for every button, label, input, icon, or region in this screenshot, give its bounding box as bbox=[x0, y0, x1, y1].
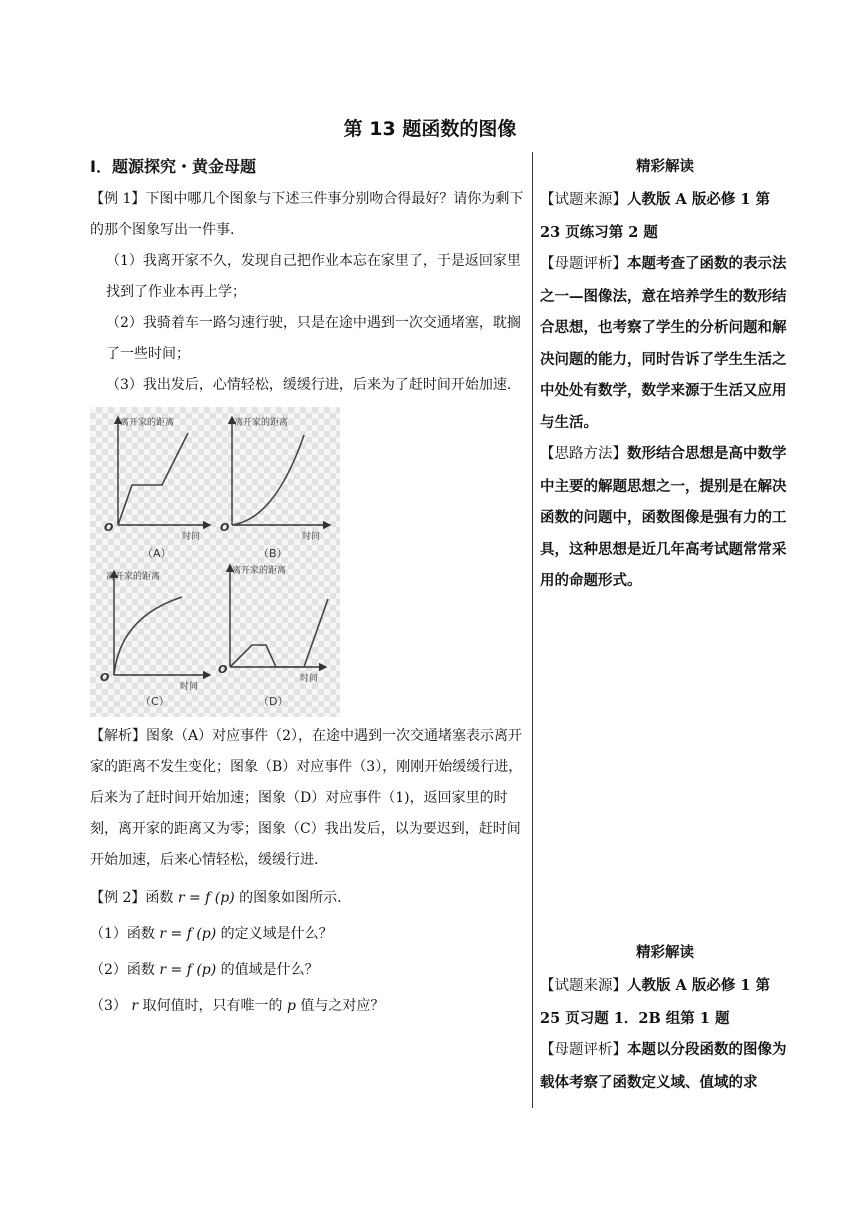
graph-b-origin: O bbox=[220, 521, 230, 534]
example2-q3-r: r bbox=[131, 998, 139, 1014]
example2-q1-function: r = f (p) bbox=[159, 926, 217, 942]
graph-c-origin: O bbox=[100, 671, 110, 684]
main-column bbox=[90, 150, 526, 1024]
sidebar1 bbox=[540, 150, 790, 597]
sidebar2-source-tag: 【试题来源】 bbox=[540, 978, 627, 994]
example2-q1-suffix: 的定义域是什么？ bbox=[220, 926, 333, 942]
example2-function: r = f (p) bbox=[177, 890, 235, 906]
graph-d-xlabel: 时间 bbox=[300, 674, 319, 684]
graph-c-xlabel: 时间 bbox=[180, 682, 199, 692]
graph-b bbox=[220, 416, 330, 560]
graph-a-xlabel: 时间 bbox=[182, 532, 201, 542]
sidebar1-source bbox=[540, 184, 790, 248]
sidebar1-heading: 精彩解读 bbox=[636, 159, 694, 175]
example1-question: 【例 1】下图中哪几个图象与下述三件事分别吻合得最好？请你为剩下的那个图象写出一件事. bbox=[90, 191, 524, 238]
sidebar2-source-text: 人教版 A 版必修 1 第 25 页习题 1．2B 组第 1 题 bbox=[540, 977, 771, 1027]
sidebar2-eval-text: 本题以分段函数的图像为载体考察了函数定义域、值域的求 bbox=[540, 1041, 787, 1091]
sidebar1-method-tag: 【思路方法】 bbox=[540, 446, 627, 462]
sidebar1-eval bbox=[540, 248, 790, 438]
column-divider bbox=[532, 152, 533, 1108]
graph-b-ylabel: 离开家的距离 bbox=[234, 418, 289, 428]
example2-q1 bbox=[90, 916, 526, 952]
sidebar2-heading: 精彩解读 bbox=[636, 945, 694, 961]
sidebar2-eval bbox=[540, 1034, 790, 1098]
graph-d-origin: O bbox=[218, 663, 228, 676]
example1-analysis: 【解析】图象（A）对应事件（2），在途中遇到一次交通堵塞表示离开家的距离不发生变化；图象（B）对应事件（3），刚刚开始缓缓行进，后来为了赶时间开始加速；图象（D）对应事件（1)，返回家里的时刻，离开家的距离又为零；图象（C）我出发后，以为要迟到，赶时间开始加速，后来心情轻松，缓缓行进. bbox=[90, 728, 523, 868]
graph-b-xlabel: 时间 bbox=[302, 532, 321, 542]
example2-q2-prefix: （2）函数 bbox=[90, 962, 155, 978]
example2-q3-prefix: （3） bbox=[90, 998, 127, 1014]
example2-intro-prefix: 【例 2】函数 bbox=[90, 890, 174, 906]
sidebar-column bbox=[540, 150, 790, 1091]
section-heading: I．题源探究・黄金母题 bbox=[90, 157, 256, 176]
example2-q2-suffix: 的值域是什么？ bbox=[220, 962, 319, 978]
sidebar1-source-text: 人教版 A 版必修 1 第 23 页练习第 2 题 bbox=[540, 191, 771, 241]
page-title: 第 13 题函数的图像 bbox=[343, 118, 517, 140]
example2 bbox=[90, 880, 526, 1024]
sidebar1-method-text: 数形结合思想是高中数学中主要的解题思想之一，提别是在解决函数的问题中，函数图像是强有力的工具，这种思想是近几年高考试题常常采用的命题形式。 bbox=[540, 445, 787, 589]
graph-d-ylabel: 离开家的距离 bbox=[232, 566, 287, 576]
example2-q3-p: p bbox=[286, 998, 296, 1014]
example2-intro-suffix: 的图象如图所示. bbox=[239, 890, 342, 906]
example1-item1: （1）我离开家不久，发现自己把作业本忘在家里了，于是返回家里找到了作业本再上学； bbox=[106, 253, 521, 300]
graph-d bbox=[218, 564, 328, 708]
graphs-svg bbox=[90, 407, 340, 717]
graph-c-label: （C） bbox=[140, 695, 170, 708]
graph-a-origin: O bbox=[104, 521, 114, 534]
example1-item2: （2）我骑着车一路匀速行驶，只是在途中遇到一次交通堵塞，耽搁了一些时间； bbox=[106, 315, 521, 362]
graph-d-label: （D） bbox=[258, 695, 289, 708]
example1-item3: （3）我出发后，心情轻松，缓缓行进，后来为了赶时间开始加速. bbox=[106, 377, 512, 393]
graph-a-label: （A） bbox=[142, 547, 172, 560]
graph-a-ylabel: 离开家的距离 bbox=[120, 418, 175, 428]
example2-q3 bbox=[90, 988, 526, 1024]
sidebar2-eval-tag: 【母题评析】 bbox=[540, 1042, 627, 1058]
sidebar1-source-tag: 【试题来源】 bbox=[540, 192, 627, 208]
sidebar1-method bbox=[540, 438, 790, 597]
sidebar2-source bbox=[540, 970, 790, 1034]
graphs-figure bbox=[90, 407, 340, 717]
example2-q3-mid: 取何值时，只有唯一的 bbox=[142, 998, 283, 1014]
graph-b-label: （B） bbox=[258, 547, 288, 560]
example2-q3-suffix: 值与之对应？ bbox=[300, 998, 385, 1014]
example2-q2-function: r = f (p) bbox=[159, 962, 217, 978]
example2-q1-prefix: （1）函数 bbox=[90, 926, 155, 942]
graph-c bbox=[100, 570, 210, 708]
sidebar2 bbox=[540, 936, 790, 1098]
example2-intro bbox=[90, 880, 526, 916]
sidebar1-eval-tag: 【母题评析】 bbox=[540, 256, 627, 272]
example2-q2 bbox=[90, 952, 526, 988]
graph-c-ylabel: 离开家的距离 bbox=[106, 572, 161, 582]
graph-a bbox=[104, 416, 210, 560]
sidebar1-eval-text: 本题考查了函数的表示法之一—图像法，意在培养学生的数形结合思想，也考察了学生的分析问题和解决问题的能力，同时告诉了学生生活之中处处有数学，数学来源于生活又应用与生活。 bbox=[540, 255, 787, 431]
